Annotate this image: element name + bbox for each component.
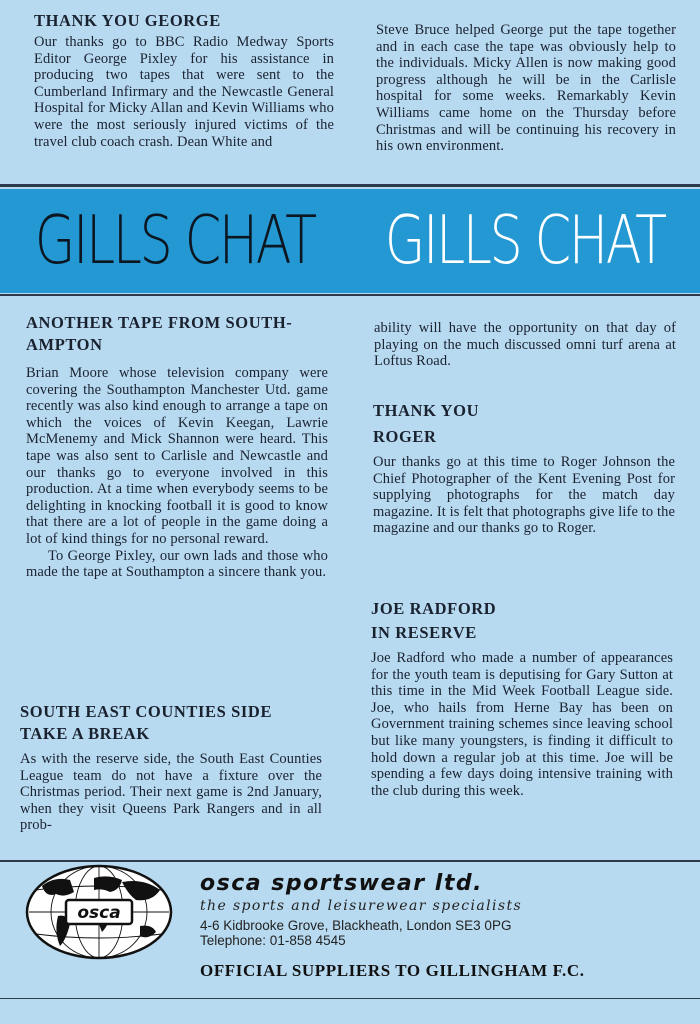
company-name: osca sportswear ltd.: [200, 871, 483, 896]
article-body: Steve Bruce helped George put the tape together and in each case the tape was obviously help to the individuals. Micky Allen is now making good progress although he will be in the Carlisle hospital for some weeks. Remarkably Kevin Williams came home on the Thursday before Christmas and will be continuing his recovery in his own environment.: [376, 22, 676, 155]
joe-radford-article: [371, 598, 673, 799]
south-east-counties-continued: [374, 320, 676, 370]
southampton-tape-article: [26, 312, 328, 581]
article-heading-line1: SOUTH EAST COUNTIES SIDE: [20, 702, 273, 721]
thank-you-roger-article: [373, 400, 675, 537]
article-heading-line1: THANK YOU: [373, 401, 480, 420]
article-heading-line2: ROGER: [373, 427, 437, 446]
article-heading-line1: JOE RADFORD: [371, 599, 497, 618]
article-heading-line2: IN RESERVE: [371, 623, 477, 642]
article-body: As with the reserve side, the South East Counties League team do not have a fixture over the Christmas period. Their next game is 2nd January, when they visit Queens Park Rangers and in all prob-: [20, 751, 322, 834]
article-heading-line2: TAKE A BREAK: [20, 724, 150, 743]
south-east-counties-article: [20, 701, 322, 834]
logo-text: osca: [77, 903, 121, 923]
article-heading: THANK YOU GEORGE: [34, 11, 221, 30]
company-address: 4-6 Kidbrooke Grove, Blackheath, London SE3 0PG: [200, 918, 512, 933]
thank-you-george-article: [34, 10, 334, 150]
advert-bottom-rule: [0, 998, 700, 999]
banner-top-rule: [0, 184, 700, 187]
article-paragraph: To George Pixley, our own lads and those who made the tape at Southampton a sincere thank you.: [26, 547, 328, 581]
article-heading-line1: ANOTHER TAPE FROM SOUTH-: [26, 313, 293, 332]
advert-company-block: [200, 871, 522, 948]
article-body: ability will have the opportunity on that day of playing on the much discussed omni turf arena at Loftus Road.: [374, 320, 676, 370]
thank-you-george-continued: [376, 22, 676, 155]
article-body: Our thanks go at this time to Roger Johnson the Chief Photographer of the Kent Evening Post for supplying photographs for the match day magazine. It is felt that photographs give life to the magazine and our thanks go to Roger.: [373, 454, 675, 537]
banner-title-right: GILLS CHAT: [384, 202, 666, 280]
osca-globe-logo: [24, 862, 174, 962]
article-body: Our thanks go to BBC Radio Medway Sports Editor George Pixley for his assistance in producing two tapes that were sent to the Cumberland Infirmary and the Newcastle General Hospital for Micky Allan and Kevin Williams who were the most seriously injured victims of the travel club coach crash. Dean White and: [34, 34, 334, 150]
official-suppliers-line: OFFICIAL SUPPLIERS TO GILLINGHAM F.C.: [200, 961, 585, 980]
banner-bottom-rule: [0, 294, 700, 296]
article-body: Joe Radford who made a number of appearances for the youth team is deputising for Gary Sutton at this time in the Mid Week Football League side. Joe, who hails from Herne Bay has been on Government training schemes since leaving school but like many youngsters, is finding it difficult to hold down a regular job at this time. Joe will be spending a few days doing intensive training with the club during this week.: [371, 650, 673, 799]
banner-title-left: GILLS CHAT: [34, 202, 316, 280]
company-telephone: Telephone: 01-858 4545: [200, 933, 346, 948]
gills-chat-banner: [0, 189, 700, 293]
article-heading-line2: AMPTON: [26, 335, 103, 354]
company-tagline: the sports and leisurewear specialists: [200, 898, 523, 914]
article-paragraph: Brian Moore whose television company were covering the Southampton Manchester Utd. game recently was also kind enough to arrange a tape on which the voices of Kevin Keegan, Lawrie McMenemy and Mick Shannon were heard. This tape was also sent to Carlisle and Newcastle and our thanks go to everyone involved in this production. At a time when everybody seems to be delighting in knocking football it is good to know that there are a lot of people in the game doing a lot of kind things for no personal reward.: [26, 365, 328, 547]
